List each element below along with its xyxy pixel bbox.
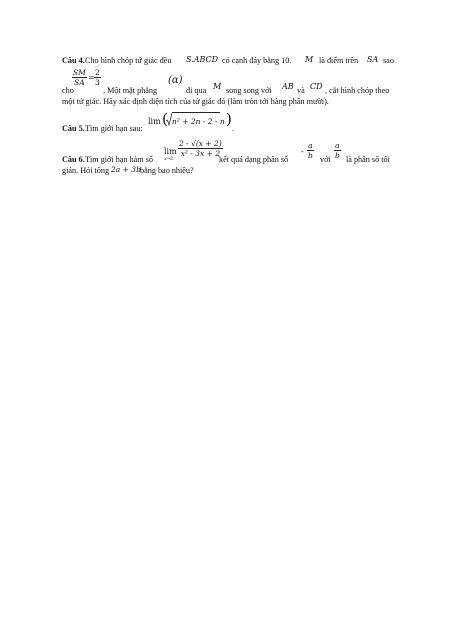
q6-denominator: x² - 3x + 2 [180, 149, 221, 158]
q4-text-5: . Một mặt phẳng [103, 86, 158, 95]
q4-value-fraction [94, 68, 101, 87]
q4-ratio-fraction [72, 68, 87, 87]
q4-ratio-numerator: SM [73, 68, 86, 77]
q4-value-denominator: 3 [95, 78, 100, 87]
q4-text-3: là điểm trên [319, 56, 359, 65]
q4-text-6: đi qua [186, 86, 207, 95]
q4-point-m-2: M [213, 82, 222, 91]
q4-point-m: M [305, 55, 314, 64]
q6-ab-a: a [335, 141, 340, 150]
q6-ab-fraction [334, 141, 341, 160]
q4-pyramid: S.ABCD [186, 55, 219, 64]
q6-limit-fraction [178, 139, 223, 158]
q4-label: Câu 4. [62, 56, 85, 65]
q6-sum: 2a + 3b [111, 165, 141, 174]
q5-sqrt-bar [172, 112, 220, 113]
q6-text-6: bằng bao nhiêu? [140, 166, 194, 175]
q4-text-1: Cho hình chóp tứ giác đều [85, 56, 172, 65]
q6-label: Câu 6. [62, 155, 85, 164]
q6-lim-subscript: x→2 [164, 157, 174, 162]
q4-plane-alpha: (α) [168, 75, 183, 86]
q4-cho: cho [62, 86, 74, 95]
q6-text-3: với [320, 155, 331, 164]
q5-right-paren: ) [226, 110, 232, 128]
q4-segment-cd: CD [310, 82, 323, 91]
q4-segment-ab: AB [282, 82, 294, 91]
q6-answer-b: b [308, 151, 313, 160]
q6-minus: - [301, 147, 304, 156]
q5-expression: n² + 2n - 2 - n [172, 117, 225, 126]
q4-text-8: , cắt hình chóp theo [325, 86, 390, 95]
q6-answer-a: a [308, 141, 313, 150]
q4-value-numerator: 2 [95, 68, 100, 77]
q6-text-1: Tìm giới hạn hàm số [85, 155, 154, 164]
q6-ab-b: b [335, 151, 340, 160]
q4-equals: = [88, 73, 95, 82]
q5-period: . [232, 124, 235, 133]
q4-and: và [297, 86, 305, 95]
q6-answer-fraction [307, 141, 314, 160]
q6-lim: lim [164, 147, 177, 156]
q4-segment-sa: SA [367, 55, 379, 64]
q6-numerator: 2 - √(x + 2) [179, 139, 222, 148]
q4-line-3: một tứ giác. Hãy xác định diện tích của tứ giác đó (làm tròn tới hàng phần mười). [62, 97, 329, 106]
q6-text-4: là phân số tối [346, 155, 390, 164]
q4-ratio-denominator: SA [74, 78, 85, 87]
q4-text-2: có cạnh đáy bằng 10. [222, 56, 292, 65]
q5-text: Tìm giới hạn sau: [85, 124, 143, 133]
q5-lim: lim [148, 117, 161, 126]
q6-text-2: kết quả dạng phân số [219, 155, 289, 164]
q5-left-paren: ( [162, 110, 168, 128]
q4-text-4: sao [383, 56, 394, 65]
q6-text-5: giản. Hỏi tổng [62, 166, 110, 175]
q4-text-7: song song với [226, 86, 272, 95]
q5-label: Câu 5. [62, 124, 85, 133]
